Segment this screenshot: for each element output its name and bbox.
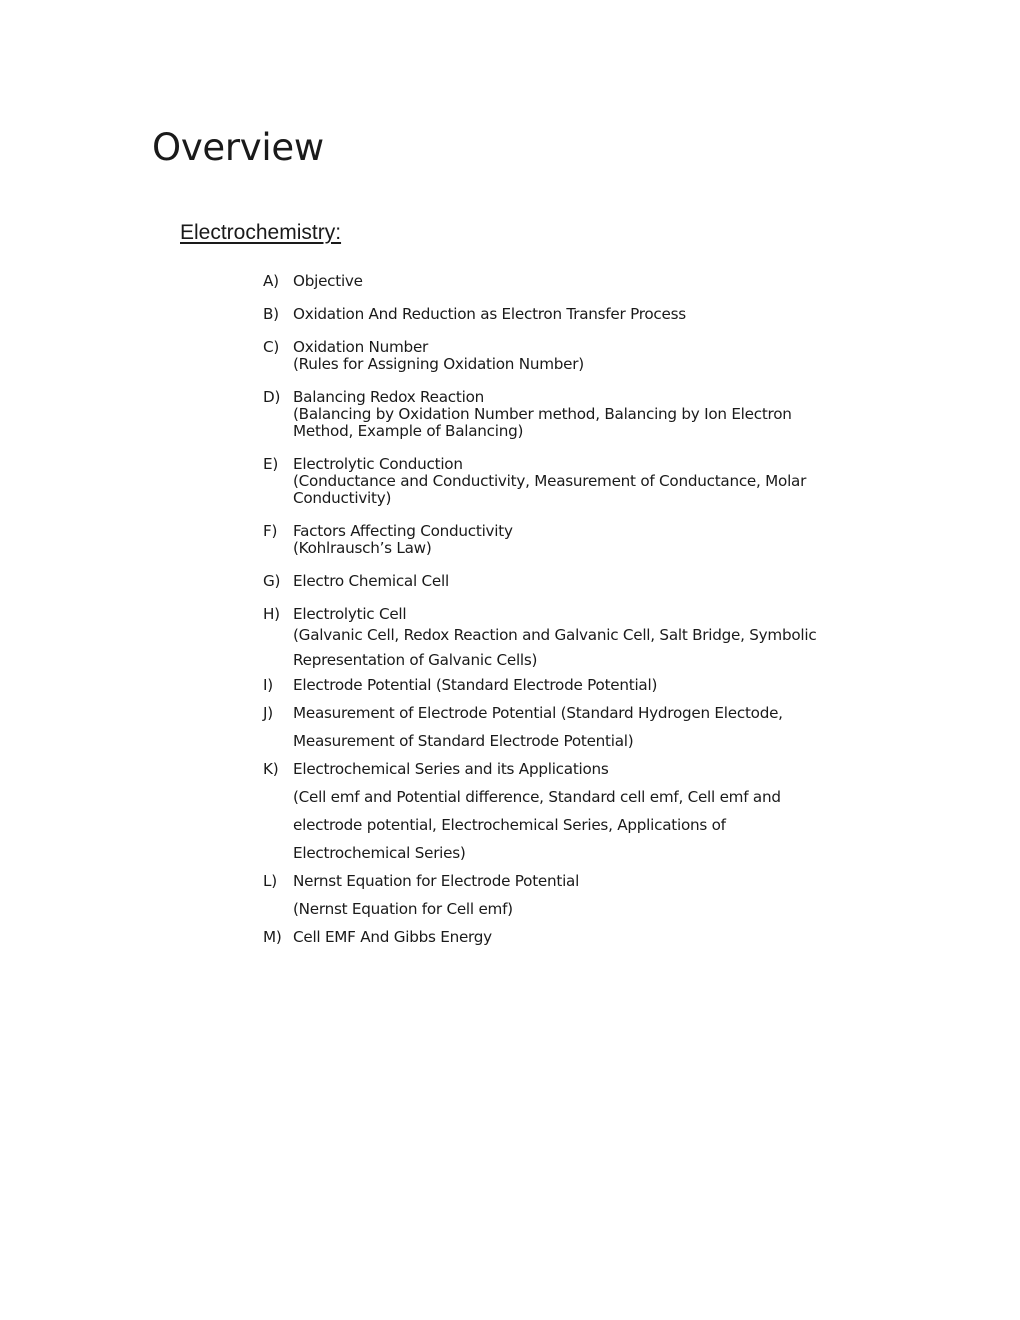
topic-subtopics: (Nernst Equation for Cell emf): [293, 900, 513, 918]
topic-subtopics: Representation of Galvanic Cells): [293, 651, 538, 669]
topic-title: Measurement of Electrode Potential (Standard Hydrogen Electode,: [293, 704, 783, 722]
topic-title: Electrode Potential (Standard Electrode Potential): [293, 676, 658, 694]
topic-marker: G): [263, 572, 281, 590]
topic-title: Electrochemical Series and its Applications: [293, 760, 609, 778]
topic-subtopics: Electrochemical Series): [293, 844, 466, 862]
topic-title: Nernst Equation for Electrode Potential: [293, 872, 580, 890]
topic-title: Oxidation Number: [293, 338, 429, 356]
topic-marker: I): [263, 676, 273, 694]
topic-marker: B): [263, 305, 279, 323]
topic-title: Electro Chemical Cell: [293, 572, 449, 590]
topic-subtopics: electrode potential, Electrochemical Series, Applications of: [293, 816, 726, 834]
topic-marker: A): [263, 272, 279, 290]
topic-subtopics: Measurement of Standard Electrode Potential): [293, 732, 634, 750]
topic-title: Electrolytic Cell: [293, 605, 407, 623]
topic-marker: E): [263, 455, 279, 473]
topic-marker: K): [263, 760, 279, 778]
topic-title: Electrolytic Conduction: [293, 455, 463, 473]
topic-subtopics: (Cell emf and Potential difference, Standard cell emf, Cell emf and: [293, 788, 781, 806]
topic-title: Oxidation And Reduction as Electron Transfer Process: [293, 305, 686, 323]
topic-subtopics: (Galvanic Cell, Redox Reaction and Galvanic Cell, Salt Bridge, Symbolic: [293, 626, 817, 644]
topic-subtopics: Conductivity): [293, 489, 392, 507]
section-heading: Electrochemistry:: [180, 221, 342, 244]
topic-title: Balancing Redox Reaction: [293, 388, 484, 406]
topic-marker: C): [263, 338, 280, 356]
topic-subtopics: Method, Example of Balancing): [293, 422, 524, 440]
topic-subtopics: (Balancing by Oxidation Number method, Balancing by Ion Electron: [293, 405, 792, 423]
topic-subtopics: (Kohlrausch’s Law): [293, 539, 432, 557]
topic-marker: M): [263, 928, 282, 946]
topic-title: Objective: [293, 272, 363, 290]
topic-title: Factors Affecting Conductivity: [293, 522, 513, 540]
topic-subtopics: (Conductance and Conductivity, Measurement of Conductance, Molar: [293, 472, 807, 490]
topic-marker: D): [263, 388, 281, 406]
page-title: Overview: [152, 126, 324, 169]
topic-title: Cell EMF And Gibbs Energy: [293, 928, 492, 946]
topic-subtopics: (Rules for Assigning Oxidation Number): [293, 355, 584, 373]
topic-marker: J): [263, 704, 273, 722]
topic-marker: H): [263, 605, 280, 623]
topic-marker: L): [263, 872, 277, 890]
topic-marker: F): [263, 522, 278, 540]
